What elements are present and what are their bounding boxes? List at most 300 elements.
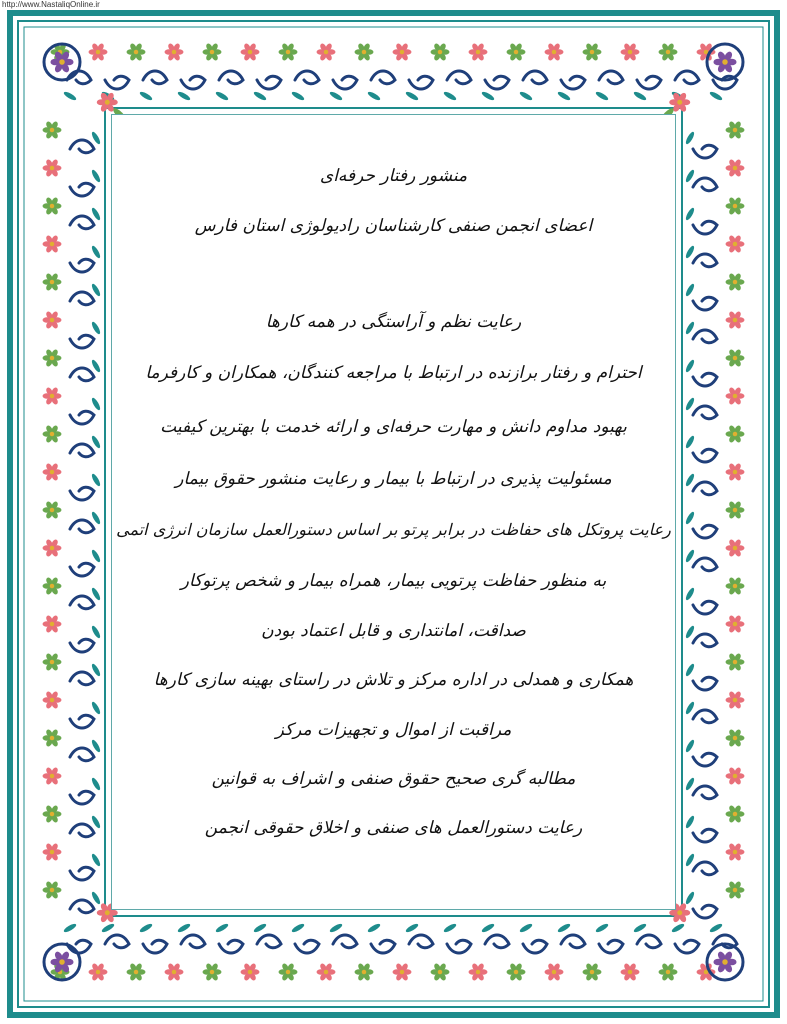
border-flower-left (43, 766, 62, 785)
flower-center (438, 970, 443, 975)
border-leaf-bottom (329, 922, 344, 933)
border-flower-left (43, 690, 62, 709)
border-swirl-bottom (485, 935, 509, 948)
flower-center (590, 50, 595, 55)
flower-center (552, 50, 557, 55)
border-leaf-right (684, 359, 695, 374)
flower-center (286, 50, 291, 55)
border-leaf-left (90, 207, 101, 222)
border-flower-left (43, 272, 62, 291)
border-swirl-right (693, 634, 717, 647)
border-swirl-left (70, 672, 94, 685)
border-swirl-left (70, 596, 94, 609)
flower-center (733, 736, 738, 741)
border-leaf-bottom (63, 922, 78, 933)
list-item: رعایت پروتکل های حفاظت در برابر پرتو بر اساس دستورالعمل سازمان انرژی اتمی (116, 520, 671, 539)
border-leaf-left (90, 663, 101, 678)
border-leaf-top (557, 90, 572, 101)
border-flower-top (545, 42, 564, 61)
border-leaf-left (90, 359, 101, 374)
border-flower-top (127, 42, 146, 61)
border-swirl-left (70, 140, 94, 153)
border-leaf-top (633, 90, 648, 101)
border-swirl-top (105, 76, 129, 89)
flower-center (324, 50, 329, 55)
flower-center (362, 50, 367, 55)
border-flower-top (89, 42, 108, 61)
border-leaf-top (177, 90, 192, 101)
flower-center (514, 50, 519, 55)
border-leaf-left (90, 283, 101, 298)
border-leaf-bottom (633, 922, 648, 933)
flower-center (590, 970, 595, 975)
border-swirl-top (561, 76, 585, 89)
border-swirl-left (70, 563, 94, 576)
border-swirl-left (70, 368, 94, 381)
border-swirl-left (70, 824, 94, 837)
border-flower-top (583, 42, 602, 61)
flower-center (362, 970, 367, 975)
flower-center (50, 736, 55, 741)
border-leaf-top (329, 90, 344, 101)
border-flower-bottom (317, 962, 336, 981)
border-leaf-left (90, 739, 101, 754)
border-swirl-bottom (143, 940, 167, 953)
border-swirl-right (693, 862, 717, 875)
border-swirl-left (70, 715, 94, 728)
source-url: http://www.NastaliqOnline.ir (2, 0, 100, 9)
border-swirl-bottom (257, 935, 281, 948)
border-flower-bottom (431, 962, 450, 981)
flower-center (248, 970, 253, 975)
border-swirl-bottom (447, 940, 471, 953)
border-swirl-right (693, 601, 717, 614)
border-flower-top (431, 42, 450, 61)
border-leaf-top (367, 90, 382, 101)
border-leaf-left (90, 891, 101, 906)
border-flower-right (726, 614, 745, 633)
border-swirl-left (70, 867, 94, 880)
border-leaf-top (481, 90, 496, 101)
border-swirl-right (693, 829, 717, 842)
border-leaf-left (90, 701, 101, 716)
border-swirl-top (371, 71, 395, 84)
border-swirl-bottom (105, 935, 129, 948)
border-leaf-top (215, 90, 230, 101)
border-leaf-bottom (519, 922, 534, 933)
border-leaf-left (90, 853, 101, 868)
border-leaf-left (90, 473, 101, 488)
border-flower-bottom (545, 962, 564, 981)
border-flower-right (726, 804, 745, 823)
flower-center (628, 50, 633, 55)
border-leaf-left (90, 321, 101, 336)
border-flower-right (726, 652, 745, 671)
flower-center (105, 100, 110, 105)
border-leaf-right (684, 245, 695, 260)
border-leaf-right (684, 549, 695, 564)
flower-center (733, 774, 738, 779)
border-leaf-right (684, 321, 695, 336)
border-flower-right (726, 386, 745, 405)
border-flower-right (726, 348, 745, 367)
border-swirl-right (693, 482, 717, 495)
border-swirl-bottom (219, 940, 243, 953)
border-leaf-bottom (557, 922, 572, 933)
border-swirl-right (693, 254, 717, 267)
border-flower-left (43, 576, 62, 595)
border-leaf-bottom (367, 922, 382, 933)
border-flower-left (43, 424, 62, 443)
list-item: همکاری و همدلی در اداره مرکز و تلاش در راستای بهینه سازی کارها (153, 670, 634, 690)
border-flower-bottom (469, 962, 488, 981)
border-swirl-top (447, 71, 471, 84)
border-swirl-bottom (181, 935, 205, 948)
flower-center (400, 970, 405, 975)
flower-center (96, 50, 101, 55)
flower-center (476, 970, 481, 975)
border-flower-bottom (659, 962, 678, 981)
document-content (111, 114, 676, 910)
border-leaf-right (684, 435, 695, 450)
border-leaf-right (684, 207, 695, 222)
border-flower-top (241, 42, 260, 61)
border-swirl-right (693, 525, 717, 538)
border-flower-top (317, 42, 336, 61)
border-swirl-top (409, 76, 433, 89)
flower-center (733, 470, 738, 475)
border-swirl-top (599, 71, 623, 84)
border-leaf-right (684, 701, 695, 716)
border-leaf-top (443, 90, 458, 101)
flower-center (50, 812, 55, 817)
border-flower-top (279, 42, 298, 61)
border-swirl-top (295, 71, 319, 84)
border-swirl-right (693, 330, 717, 343)
flower-center (50, 622, 55, 627)
border-leaf-top (519, 90, 534, 101)
border-leaf-left (90, 169, 101, 184)
border-swirl-top (143, 71, 167, 84)
flower-center (50, 318, 55, 323)
flower-center (733, 812, 738, 817)
border-leaf-right (684, 625, 695, 640)
border-swirl-top (523, 71, 547, 84)
border-flower-bottom (241, 962, 260, 981)
flower-center (50, 584, 55, 589)
border-flower-left (43, 462, 62, 481)
border-leaf-left (90, 397, 101, 412)
border-leaf-right (684, 853, 695, 868)
list-item: مراقبت از اموال و تجهیزات مرکز (275, 720, 512, 740)
border-swirl-left (70, 411, 94, 424)
border-swirl-right (693, 406, 717, 419)
border-flower-bottom (393, 962, 412, 981)
border-flower-bottom (621, 962, 640, 981)
border-flower-left (43, 234, 62, 253)
flower-center (628, 970, 633, 975)
border-leaf-left (90, 245, 101, 260)
border-leaf-right (684, 131, 695, 146)
border-swirl-left (70, 292, 94, 305)
list-item: مسئولیت پذیری در ارتباط با بیمار و رعایت منشور حقوق بیمار (175, 469, 612, 489)
border-leaf-bottom (595, 922, 610, 933)
flower-center (514, 970, 519, 975)
list-item: بهبود مداوم دانش و مهارت حرفه‌ای و ارائه خدمت با بهترین کیفیت (160, 417, 627, 437)
border-swirl-right (693, 145, 717, 158)
border-flower-bottom (203, 962, 222, 981)
border-flower-right (726, 424, 745, 443)
border-leaf-bottom (101, 922, 116, 933)
border-flower-right (726, 538, 745, 557)
border-flower-bottom (355, 962, 374, 981)
border-flower-left (43, 348, 62, 367)
border-swirl-left (70, 487, 94, 500)
border-flower-bottom (127, 962, 146, 981)
border-leaf-top (253, 90, 268, 101)
border-leaf-left (90, 549, 101, 564)
border-swirl-right (693, 558, 717, 571)
border-leaf-bottom (405, 922, 420, 933)
border-swirl-top (181, 76, 205, 89)
corner-medallion-flower (713, 950, 736, 973)
border-flower-right (726, 120, 745, 139)
border-flower-left (43, 804, 62, 823)
border-leaf-top (405, 90, 420, 101)
border-leaf-bottom (481, 922, 496, 933)
border-leaf-left (90, 777, 101, 792)
border-leaf-bottom (291, 922, 306, 933)
flower-center (476, 50, 481, 55)
border-flower-bottom (89, 962, 108, 981)
flower-center (733, 698, 738, 703)
flower-center (59, 59, 65, 65)
border-swirl-bottom (295, 940, 319, 953)
border-swirl-bottom (409, 935, 433, 948)
border-swirl-right (693, 710, 717, 723)
flower-center (666, 970, 671, 975)
border-flower-right (726, 234, 745, 253)
flower-center (59, 959, 65, 965)
flower-center (50, 698, 55, 703)
border-flower-right (726, 690, 745, 709)
border-flower-right (726, 500, 745, 519)
flower-center (50, 242, 55, 247)
border-leaf-right (684, 663, 695, 678)
border-swirl-right (693, 297, 717, 310)
border-flower-left (43, 310, 62, 329)
border-leaf-left (90, 587, 101, 602)
flower-center (248, 50, 253, 55)
flower-center (50, 508, 55, 513)
border-leaf-left (90, 815, 101, 830)
list-item: مطالبه گری صحیح حقوق صنفی و اشراف به قوانین (211, 769, 576, 789)
border-swirl-left (70, 900, 94, 913)
border-swirl-bottom (333, 935, 357, 948)
border-flower-right (726, 196, 745, 215)
flower-center (50, 356, 55, 361)
flower-center (50, 774, 55, 779)
flower-center (733, 204, 738, 209)
border-swirl-bottom (637, 935, 661, 948)
flower-center (172, 970, 177, 975)
border-swirl-right (693, 373, 717, 386)
flower-center (733, 584, 738, 589)
list-item: صداقت، امانتداری و قابل اعتماد بودن (261, 621, 526, 641)
flower-center (210, 50, 215, 55)
border-leaf-top (291, 90, 306, 101)
border-flower-right (726, 272, 745, 291)
flower-center (134, 970, 139, 975)
flower-center (172, 50, 177, 55)
flower-center (210, 970, 215, 975)
flower-center (50, 204, 55, 209)
border-leaf-right (684, 777, 695, 792)
flower-center (50, 280, 55, 285)
flower-center (50, 432, 55, 437)
flower-center (733, 242, 738, 247)
flower-center (733, 394, 738, 399)
border-leaf-bottom (177, 922, 192, 933)
border-flower-top (507, 42, 526, 61)
border-flower-top (203, 42, 222, 61)
list-item: احترام و رفتار برازنده در ارتباط با مراجعه کنندگان، همکاران و کارفرما (145, 363, 642, 383)
flower-center (733, 318, 738, 323)
border-leaf-right (684, 169, 695, 184)
border-swirl-bottom (561, 935, 585, 948)
border-flower-left (43, 120, 62, 139)
border-swirl-top (485, 76, 509, 89)
border-leaf-right (684, 739, 695, 754)
flower-center (50, 470, 55, 475)
flower-center (733, 546, 738, 551)
border-leaf-left (90, 131, 101, 146)
border-leaf-bottom (215, 922, 230, 933)
border-flower-top (165, 42, 184, 61)
flower-center (50, 850, 55, 855)
border-leaf-right (684, 473, 695, 488)
flower-center (733, 660, 738, 665)
border-leaf-bottom (139, 922, 154, 933)
border-swirl-right (693, 449, 717, 462)
flower-center (733, 508, 738, 513)
corner-medallion-flower (713, 50, 736, 73)
border-swirl-left (70, 259, 94, 272)
border-swirl-left (70, 444, 94, 457)
flower-center (733, 356, 738, 361)
border-flower-bottom (165, 962, 184, 981)
border-leaf-top (63, 90, 78, 101)
flower-center (733, 280, 738, 285)
border-swirl-bottom (523, 940, 547, 953)
border-flower-top (469, 42, 488, 61)
flower-center (50, 660, 55, 665)
border-leaf-top (139, 90, 154, 101)
list-item: به منظور حفاظت پرتویی بیمار، همراه بیمار و شخص پرتوکار (180, 571, 607, 591)
border-flower-bottom (583, 962, 602, 981)
document-subtitle: اعضای انجمن صنفی کارشناسان رادیولوژی استان فارس (194, 216, 593, 236)
border-flower-left (43, 386, 62, 405)
border-flower-right (726, 462, 745, 481)
border-flower-right (726, 842, 745, 861)
flower-center (96, 970, 101, 975)
border-leaf-right (684, 891, 695, 906)
border-flower-left (43, 500, 62, 519)
flower-center (400, 50, 405, 55)
border-flower-right (726, 576, 745, 595)
border-swirl-left (70, 216, 94, 229)
flower-center (733, 850, 738, 855)
flower-center (134, 50, 139, 55)
border-flower-right (726, 158, 745, 177)
border-swirl-bottom (675, 940, 699, 953)
border-flower-left (43, 728, 62, 747)
flower-center (677, 100, 682, 105)
border-swirl-top (257, 76, 281, 89)
flower-center (722, 59, 728, 65)
flower-center (722, 959, 728, 965)
border-flower-left (43, 842, 62, 861)
flower-center (438, 50, 443, 55)
border-leaf-left (90, 511, 101, 526)
border-swirl-top (637, 76, 661, 89)
border-swirl-top (219, 71, 243, 84)
document-title: منشور رفتار حرفه‌ای (319, 166, 468, 186)
border-flower-left (43, 880, 62, 899)
border-leaf-right (684, 587, 695, 602)
border-swirl-right (693, 677, 717, 690)
border-leaf-top (709, 90, 724, 101)
border-flower-left (43, 538, 62, 557)
flower-center (666, 50, 671, 55)
border-leaf-bottom (253, 922, 268, 933)
border-leaf-right (684, 815, 695, 830)
flower-center (50, 888, 55, 893)
border-swirl-left (70, 520, 94, 533)
border-flower-bottom (279, 962, 298, 981)
border-leaf-left (90, 435, 101, 450)
border-swirl-bottom (371, 940, 395, 953)
flower-center (677, 910, 682, 915)
flower-center (286, 970, 291, 975)
border-flower-left (43, 196, 62, 215)
border-flower-right (726, 766, 745, 785)
flower-center (50, 546, 55, 551)
border-swirl-left (70, 639, 94, 652)
border-leaf-top (595, 90, 610, 101)
flower-center (50, 166, 55, 171)
border-swirl-left (70, 748, 94, 761)
border-swirl-right (693, 905, 717, 918)
border-flower-right (726, 880, 745, 899)
border-flower-left (43, 158, 62, 177)
border-swirl-bottom (599, 940, 623, 953)
border-swirl-left (70, 183, 94, 196)
flower-center (733, 888, 738, 893)
border-leaf-bottom (709, 922, 724, 933)
flower-center (733, 166, 738, 171)
border-leaf-right (684, 397, 695, 412)
list-item: رعایت نظم و آراستگی در همه کارها (265, 312, 522, 332)
flower-center (733, 622, 738, 627)
border-flower-top (659, 42, 678, 61)
border-flower-left (43, 652, 62, 671)
flower-center (105, 910, 110, 915)
border-swirl-right (693, 786, 717, 799)
border-flower-top (355, 42, 374, 61)
flower-center (733, 432, 738, 437)
border-leaf-left (90, 625, 101, 640)
